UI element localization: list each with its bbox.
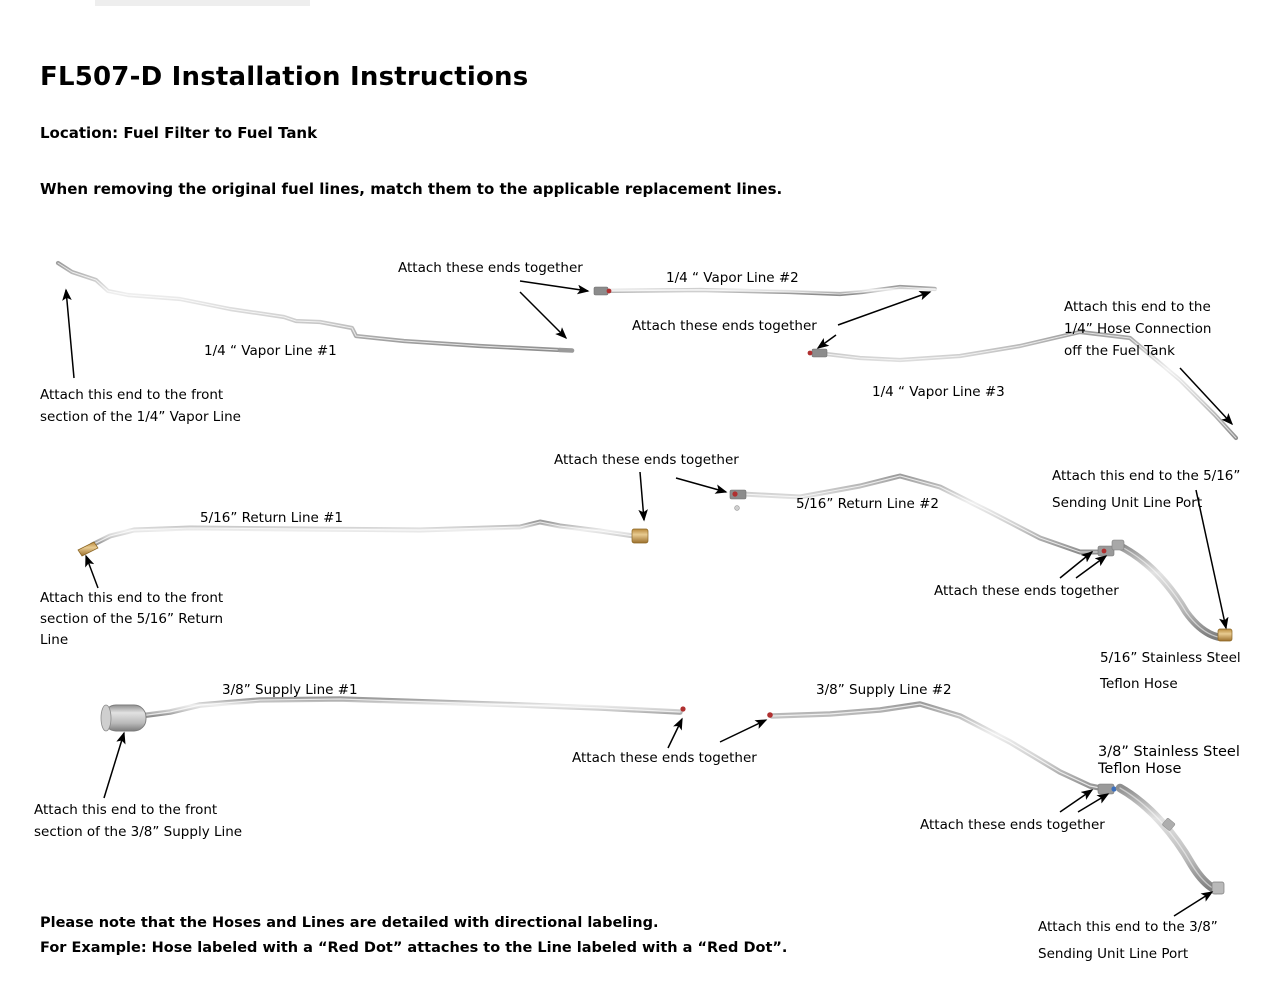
callout-attach-ends-return-hose: Attach these ends together <box>934 583 1119 599</box>
callout-attach-tank-line2: 1/4” Hose Connection <box>1064 321 1212 337</box>
callout-attach-front-return-line2: section of the 5/16” Return <box>40 611 224 627</box>
label-vapor-line-1: 1/4 “ Vapor Line #1 <box>204 343 337 359</box>
supply-line-2-tube <box>767 704 1116 794</box>
callout-attach-front-return-line3: Line <box>40 632 69 648</box>
callout-attach-sending-38-line2: Sending Unit Line Port <box>1038 946 1189 962</box>
callout-attach-ends-supply-mid: Attach these ends together <box>572 750 757 766</box>
return-line-2-tube <box>730 476 1114 556</box>
label-vapor-line-3: 1/4 “ Vapor Line #3 <box>872 384 1005 400</box>
label-teflon-hose-516-line1: 5/16” Stainless Steel <box>1100 650 1241 666</box>
page-instruction: When removing the original fuel lines, match them to the applicable replacement lines. <box>40 180 783 198</box>
teflon-hose-38 <box>1120 788 1224 894</box>
callout-attach-front-vapor-line2: section of the 1/4” Vapor Line <box>40 409 241 425</box>
callout-attach-ends-vapor-mid: Attach these ends together <box>632 318 817 334</box>
supply-line-1-tube <box>101 699 686 731</box>
callout-attach-sending-516-line2: Sending Unit Line Port <box>1052 495 1203 511</box>
label-supply-line-2: 3/8” Supply Line #2 <box>816 682 952 698</box>
callout-attach-front-supply-line1: Attach this end to the front <box>34 802 218 818</box>
callout-attach-ends-supply-hose: Attach these ends together <box>920 817 1105 833</box>
callout-attach-sending-38-line1: Attach this end to the 3/8” <box>1038 919 1218 935</box>
return-line-1-tube <box>78 522 648 556</box>
label-vapor-line-2: 1/4 “ Vapor Line #2 <box>666 270 799 286</box>
footer-note-line-2: For Example: Hose labeled with a “Red Dot” attaches to the Line labeled with a “Red Dot”. <box>40 940 788 956</box>
callout-attach-front-return-line1: Attach this end to the front <box>40 590 224 606</box>
callout-attach-ends-return-top: Attach these ends together <box>554 452 739 468</box>
callout-attach-front-supply-line2: section of the 3/8” Supply Line <box>34 824 243 840</box>
page-title: FL507-D Installation Instructions <box>40 62 529 92</box>
label-teflon-hose-516-line2: Teflon Hose <box>1100 676 1178 692</box>
page-subtitle: Location: Fuel Filter to Fuel Tank <box>40 124 318 142</box>
teflon-hose-516 <box>1112 540 1232 641</box>
callout-attach-ends-vapor-top: Attach these ends together <box>398 260 583 276</box>
label-return-line-2: 5/16” Return Line #2 <box>796 496 940 512</box>
callout-attach-tank-line1: Attach this end to the <box>1064 299 1211 315</box>
top-strip-band <box>95 0 310 6</box>
top-strip <box>0 0 1280 6</box>
label-teflon-hose-38-line1: 3/8” Stainless Steel <box>1098 744 1240 760</box>
callout-attach-front-vapor-line1: Attach this end to the front <box>40 387 224 403</box>
vapor-line-2-tube <box>594 287 935 295</box>
label-return-line-1: 5/16” Return Line #1 <box>200 510 344 526</box>
label-teflon-hose-38-line2: Teflon Hose <box>1098 761 1182 777</box>
callout-attach-sending-516-line1: Attach this end to the 5/16” <box>1052 468 1241 484</box>
callout-attach-tank-line3: off the Fuel Tank <box>1064 343 1175 359</box>
footer-note-line-1: Please note that the Hoses and Lines are detailed with directional labeling. <box>40 915 659 931</box>
label-supply-line-1: 3/8” Supply Line #1 <box>222 682 358 698</box>
